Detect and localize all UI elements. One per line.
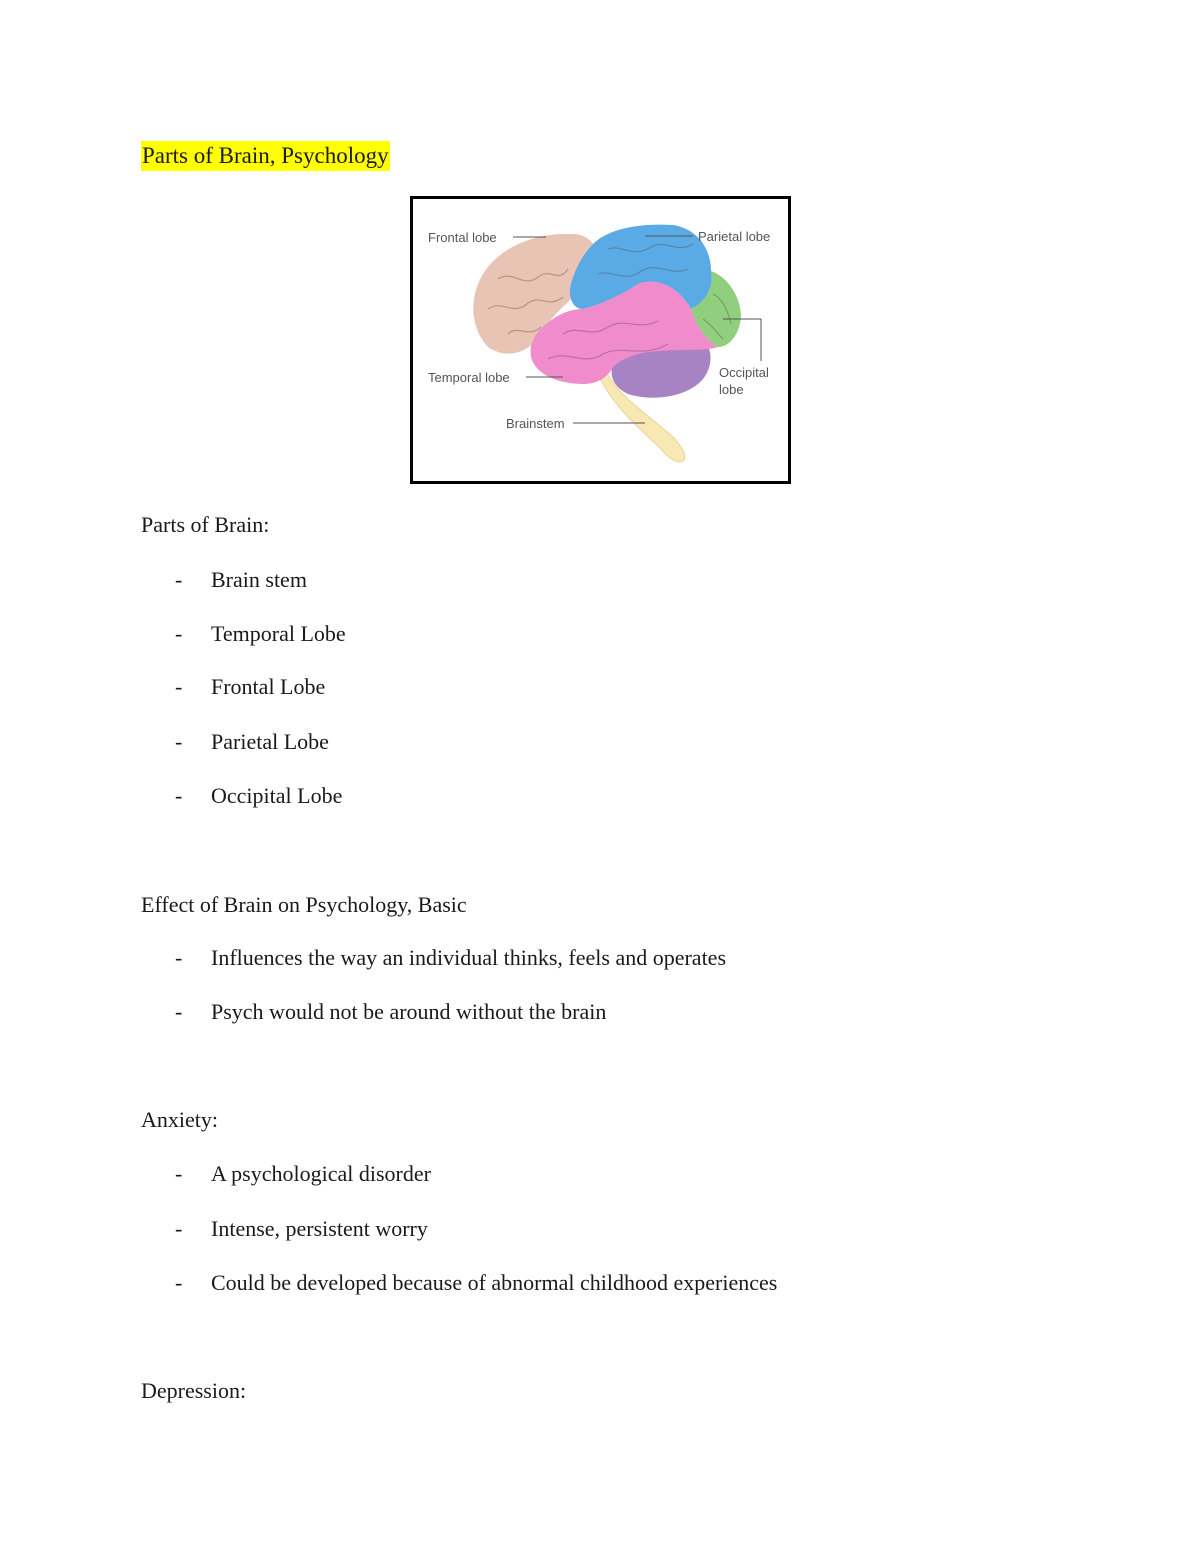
list-item-text: A psychological disorder	[211, 1161, 431, 1186]
bullet-marker: -	[175, 674, 183, 699]
list-item	[175, 566, 307, 594]
list-item	[175, 1160, 431, 1188]
section-heading-depression: Depression:	[141, 1378, 247, 1403]
brainstem-label: Brainstem	[506, 416, 565, 431]
frontal-lobe-label: Frontal lobe	[428, 230, 497, 245]
list-item-text: Parietal Lobe	[211, 729, 329, 754]
section-heading-parts: Parts of Brain:	[141, 512, 270, 537]
list-item-text: Frontal Lobe	[211, 674, 326, 699]
list-item-text: Temporal Lobe	[211, 621, 346, 646]
list-item-text: Occipital Lobe	[211, 783, 343, 808]
list-item	[175, 728, 329, 756]
list-item	[175, 620, 346, 648]
page-title: Parts of Brain, Psychology	[141, 141, 390, 171]
bullet-marker: -	[175, 1270, 183, 1295]
bullet-marker: -	[175, 567, 183, 592]
temporal-lobe-label: Temporal lobe	[428, 370, 510, 385]
bullet-marker: -	[175, 999, 183, 1024]
list-item-text: Intense, persistent worry	[211, 1216, 428, 1241]
list-item	[175, 998, 606, 1026]
bullet-marker: -	[175, 783, 183, 808]
bullet-marker: -	[175, 621, 183, 646]
section-heading-effect: Effect of Brain on Psychology, Basic	[141, 892, 467, 917]
list-item	[175, 673, 325, 701]
list-item-text: Psych would not be around without the brain	[211, 999, 607, 1024]
list-item	[175, 1215, 428, 1243]
list-item	[175, 1269, 777, 1297]
list-item-text: Could be developed because of abnormal childhood experiences	[211, 1270, 778, 1295]
list-item	[175, 782, 342, 810]
list-item	[175, 944, 726, 972]
brain-diagram-svg	[413, 199, 788, 481]
brain-diagram	[410, 196, 791, 484]
occipital-lobe-label-line1: Occipital	[719, 365, 769, 380]
bullet-marker: -	[175, 729, 183, 754]
list-item-text: Brain stem	[211, 567, 307, 592]
list-item-text: Influences the way an individual thinks, feels and operates	[211, 945, 727, 970]
bullet-marker: -	[175, 1216, 183, 1241]
bullet-marker: -	[175, 945, 183, 970]
occipital-lobe-label-line2: lobe	[719, 382, 744, 397]
bullet-marker: -	[175, 1161, 183, 1186]
section-heading-anxiety: Anxiety:	[141, 1107, 218, 1132]
parietal-lobe-label: Parietal lobe	[698, 229, 771, 244]
